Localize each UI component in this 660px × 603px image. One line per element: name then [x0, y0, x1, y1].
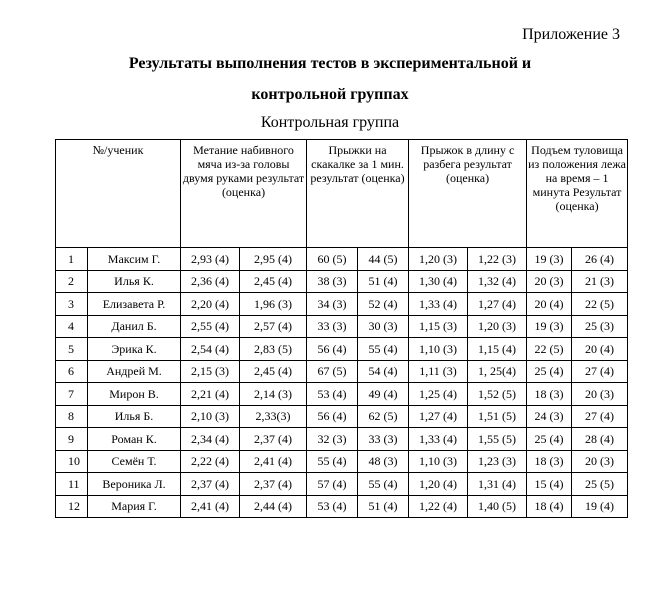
ball-throw-result-1: 2,22 (4) — [181, 450, 240, 473]
long-jump-result-2: 1,32 (4) — [468, 270, 527, 293]
row-number-cell: 1 — [56, 248, 88, 271]
long-jump-result-2: 1,23 (3) — [468, 450, 527, 473]
ball-throw-result-2: 2,41 (4) — [240, 450, 307, 473]
sit-ups-result-1: 24 (3) — [527, 405, 572, 428]
ball-throw-result-1: 2,54 (4) — [181, 338, 240, 361]
long-jump-result-2: 1,52 (5) — [468, 383, 527, 406]
sit-ups-result-2: 26 (4) — [572, 248, 628, 271]
student-name-cell: Данил Б. — [88, 315, 181, 338]
rope-jumps-result-2: 55 (4) — [358, 338, 409, 361]
table-row — [56, 473, 628, 496]
long-jump-result-1: 1,15 (3) — [409, 315, 468, 338]
ball-throw-result-1: 2,36 (4) — [181, 270, 240, 293]
ball-throw-result-2: 2,83 (5) — [240, 338, 307, 361]
rope-jumps-result-1: 60 (5) — [307, 248, 358, 271]
sit-ups-result-2: 20 (3) — [572, 450, 628, 473]
ball-throw-result-1: 2,34 (4) — [181, 428, 240, 451]
long-jump-result-1: 1,11 (3) — [409, 360, 468, 383]
rope-jumps-result-1: 38 (3) — [307, 270, 358, 293]
ball-throw-result-2: 2,45 (4) — [240, 270, 307, 293]
header-rope-jumps: Прыжки на скакалке за 1 мин. результат (оценка) — [307, 140, 409, 248]
row-number-cell: 7 — [56, 383, 88, 406]
sit-ups-result-1: 22 (5) — [527, 338, 572, 361]
sit-ups-result-2: 25 (5) — [572, 473, 628, 496]
row-number-cell: 3 — [56, 293, 88, 316]
row-number-cell: 12 — [56, 495, 88, 518]
sit-ups-result-1: 19 (3) — [527, 315, 572, 338]
table-row — [56, 315, 628, 338]
rope-jumps-result-1: 32 (3) — [307, 428, 358, 451]
document-title-line2: контрольной группах — [251, 86, 409, 103]
results-table — [55, 139, 628, 518]
row-number-cell: 8 — [56, 405, 88, 428]
sit-ups-result-2: 25 (3) — [572, 315, 628, 338]
table-row — [56, 405, 628, 428]
sit-ups-result-2: 22 (5) — [572, 293, 628, 316]
student-name-cell: Роман К. — [88, 428, 181, 451]
long-jump-result-1: 1,22 (4) — [409, 495, 468, 518]
sit-ups-result-2: 20 (4) — [572, 338, 628, 361]
sit-ups-result-2: 27 (4) — [572, 360, 628, 383]
rope-jumps-result-2: 52 (4) — [358, 293, 409, 316]
rope-jumps-result-1: 34 (3) — [307, 293, 358, 316]
sit-ups-result-1: 19 (3) — [527, 248, 572, 271]
table-row — [56, 338, 628, 361]
table-row — [56, 248, 628, 271]
rope-jumps-result-1: 56 (4) — [307, 405, 358, 428]
rope-jumps-result-2: 51 (4) — [358, 270, 409, 293]
ball-throw-result-2: 2,45 (4) — [240, 360, 307, 383]
rope-jumps-result-1: 56 (4) — [307, 338, 358, 361]
student-name-cell: Вероника Л. — [88, 473, 181, 496]
sit-ups-result-1: 25 (4) — [527, 360, 572, 383]
rope-jumps-result-2: 33 (3) — [358, 428, 409, 451]
long-jump-result-1: 1,25 (4) — [409, 383, 468, 406]
row-number-cell: 10 — [56, 450, 88, 473]
rope-jumps-result-1: 67 (5) — [307, 360, 358, 383]
sit-ups-result-1: 20 (3) — [527, 270, 572, 293]
ball-throw-result-2: 2,37 (4) — [240, 428, 307, 451]
ball-throw-result-2: 2,37 (4) — [240, 473, 307, 496]
long-jump-result-2: 1,22 (3) — [468, 248, 527, 271]
table-row — [56, 495, 628, 518]
rope-jumps-result-2: 49 (4) — [358, 383, 409, 406]
rope-jumps-result-2: 48 (3) — [358, 450, 409, 473]
ball-throw-result-1: 2,93 (4) — [181, 248, 240, 271]
sit-ups-result-2: 20 (3) — [572, 383, 628, 406]
student-name-cell: Мирон В. — [88, 383, 181, 406]
student-name-cell: Елизавета Р. — [88, 293, 181, 316]
rope-jumps-result-2: 51 (4) — [358, 495, 409, 518]
table-row — [56, 450, 628, 473]
group-subtitle: Контрольная группа — [260, 114, 400, 131]
table-header-row — [56, 140, 628, 248]
ball-throw-result-1: 2,15 (3) — [181, 360, 240, 383]
rope-jumps-result-2: 55 (4) — [358, 473, 409, 496]
ball-throw-result-2: 2,95 (4) — [240, 248, 307, 271]
ball-throw-result-2: 2,57 (4) — [240, 315, 307, 338]
long-jump-result-1: 1,27 (4) — [409, 405, 468, 428]
long-jump-result-1: 1,33 (4) — [409, 293, 468, 316]
sit-ups-result-2: 27 (4) — [572, 405, 628, 428]
long-jump-result-2: 1, 25(4) — [468, 360, 527, 383]
rope-jumps-result-1: 53 (4) — [307, 495, 358, 518]
header-sit-ups: Подъем туловища из положения лежа на время – 1 минута Результат (оценка) — [527, 140, 628, 248]
table-body — [56, 248, 628, 518]
long-jump-result-2: 1,55 (5) — [468, 428, 527, 451]
rope-jumps-result-2: 44 (5) — [358, 248, 409, 271]
sit-ups-result-1: 25 (4) — [527, 428, 572, 451]
document-title-line1: Результаты выполнения тестов в экспериментальной и — [128, 55, 532, 72]
sit-ups-result-1: 18 (3) — [527, 450, 572, 473]
student-name-cell: Семён Т. — [88, 450, 181, 473]
sit-ups-result-2: 19 (4) — [572, 495, 628, 518]
ball-throw-result-2: 1,96 (3) — [240, 293, 307, 316]
table-row — [56, 293, 628, 316]
rope-jumps-result-2: 62 (5) — [358, 405, 409, 428]
appendix-label: Приложение 3 — [522, 26, 620, 43]
long-jump-result-1: 1,20 (4) — [409, 473, 468, 496]
rope-jumps-result-2: 54 (4) — [358, 360, 409, 383]
header-long-jump: Прыжок в длину с разбега результат (оценка) — [409, 140, 527, 248]
long-jump-result-2: 1,51 (5) — [468, 405, 527, 428]
long-jump-result-2: 1,27 (4) — [468, 293, 527, 316]
ball-throw-result-2: 2,14 (3) — [240, 383, 307, 406]
ball-throw-result-1: 2,41 (4) — [181, 495, 240, 518]
long-jump-result-2: 1,15 (4) — [468, 338, 527, 361]
long-jump-result-1: 1,30 (4) — [409, 270, 468, 293]
ball-throw-result-1: 2,10 (3) — [181, 405, 240, 428]
ball-throw-result-1: 2,20 (4) — [181, 293, 240, 316]
sit-ups-result-1: 18 (3) — [527, 383, 572, 406]
long-jump-result-2: 1,40 (5) — [468, 495, 527, 518]
ball-throw-result-1: 2,21 (4) — [181, 383, 240, 406]
rope-jumps-result-1: 53 (4) — [307, 383, 358, 406]
table-row — [56, 270, 628, 293]
row-number-cell: 6 — [56, 360, 88, 383]
student-name-cell: Илья Б. — [88, 405, 181, 428]
ball-throw-result-1: 2,37 (4) — [181, 473, 240, 496]
long-jump-result-1: 1,10 (3) — [409, 338, 468, 361]
student-name-cell: Андрей М. — [88, 360, 181, 383]
ball-throw-result-2: 2,44 (4) — [240, 495, 307, 518]
row-number-cell: 4 — [56, 315, 88, 338]
rope-jumps-result-1: 55 (4) — [307, 450, 358, 473]
long-jump-result-2: 1,20 (3) — [468, 315, 527, 338]
ball-throw-result-1: 2,55 (4) — [181, 315, 240, 338]
row-number-cell: 2 — [56, 270, 88, 293]
table-row — [56, 428, 628, 451]
header-student: №/ученик — [56, 140, 181, 248]
row-number-cell: 11 — [56, 473, 88, 496]
row-number-cell: 5 — [56, 338, 88, 361]
long-jump-result-1: 1,20 (3) — [409, 248, 468, 271]
rope-jumps-result-2: 30 (3) — [358, 315, 409, 338]
long-jump-result-2: 1,31 (4) — [468, 473, 527, 496]
table-row — [56, 383, 628, 406]
sit-ups-result-1: 18 (4) — [527, 495, 572, 518]
header-ball-throw: Метание набивного мяча из-за головы двумя руками результат (оценка) — [181, 140, 307, 248]
student-name-cell: Эрика К. — [88, 338, 181, 361]
row-number-cell: 9 — [56, 428, 88, 451]
student-name-cell: Максим Г. — [88, 248, 181, 271]
sit-ups-result-1: 15 (4) — [527, 473, 572, 496]
student-name-cell: Мария Г. — [88, 495, 181, 518]
table-row — [56, 360, 628, 383]
sit-ups-result-2: 28 (4) — [572, 428, 628, 451]
rope-jumps-result-1: 33 (3) — [307, 315, 358, 338]
rope-jumps-result-1: 57 (4) — [307, 473, 358, 496]
long-jump-result-1: 1,33 (4) — [409, 428, 468, 451]
sit-ups-result-1: 20 (4) — [527, 293, 572, 316]
ball-throw-result-2: 2,33(3) — [240, 405, 307, 428]
long-jump-result-1: 1,10 (3) — [409, 450, 468, 473]
student-name-cell: Илья К. — [88, 270, 181, 293]
sit-ups-result-2: 21 (3) — [572, 270, 628, 293]
